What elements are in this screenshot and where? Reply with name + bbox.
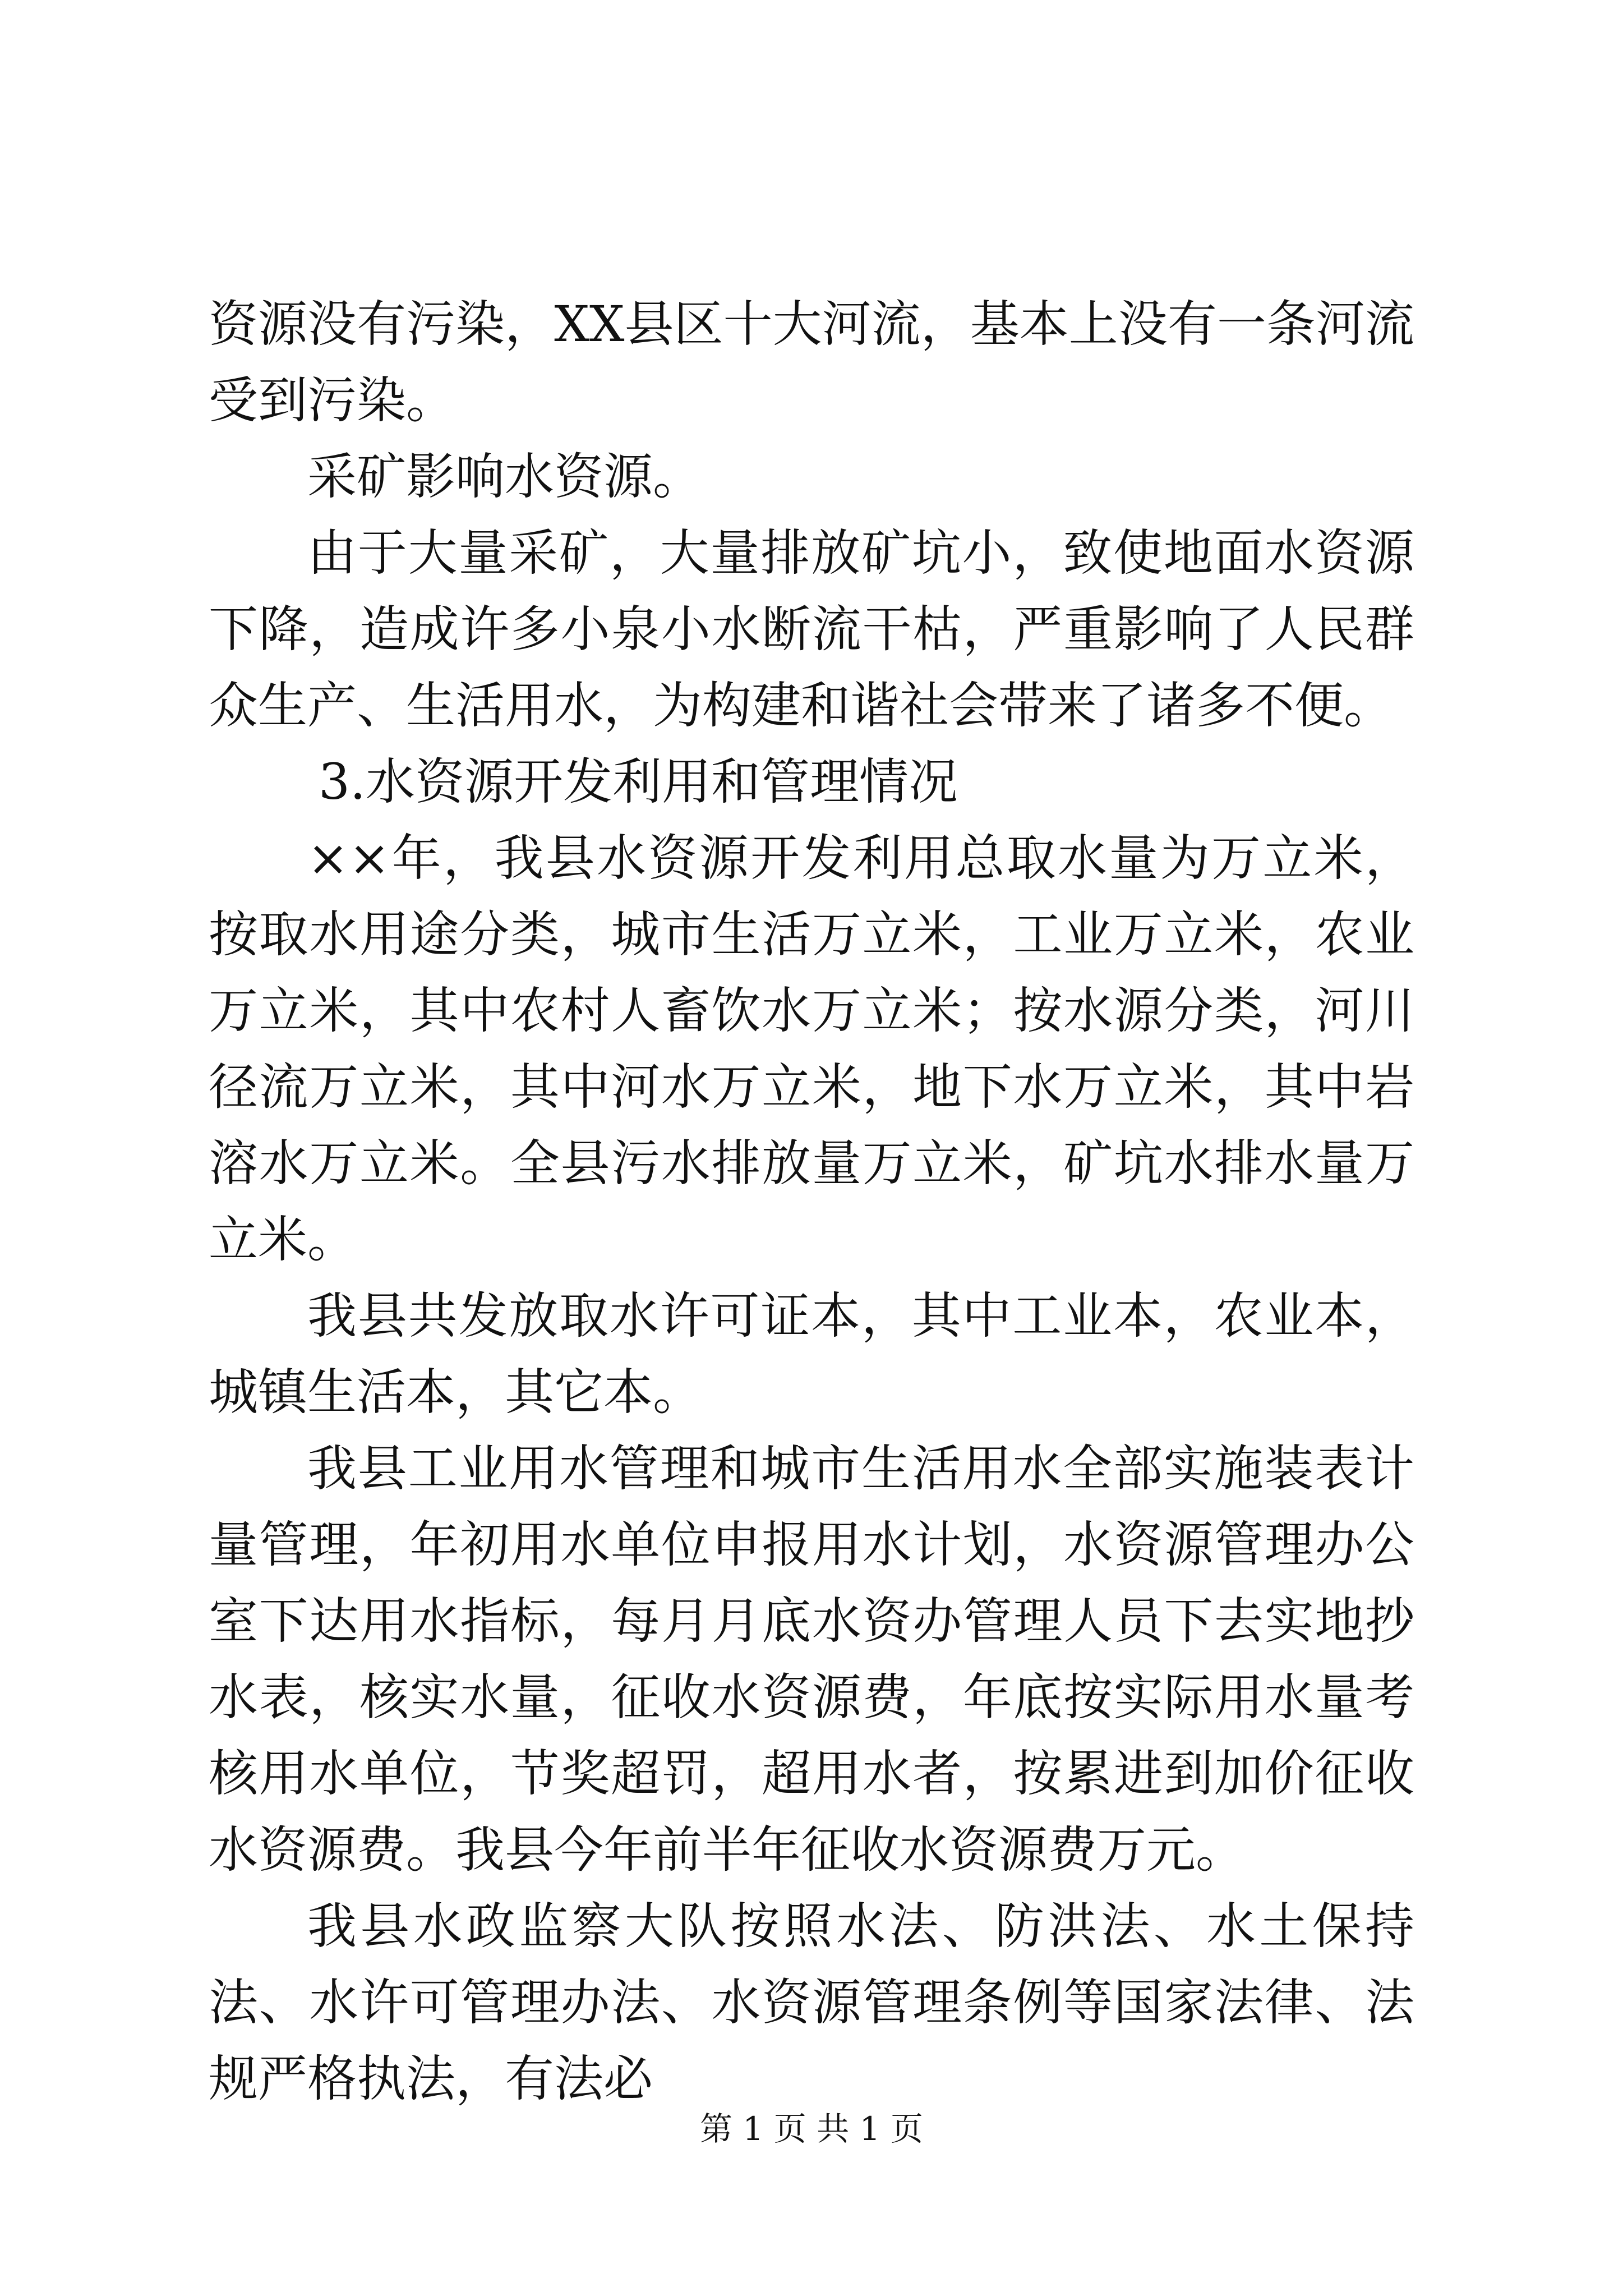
paragraph-water-usage: ××年，我县水资源开发利用总取水量为万立米，按取水用途分类，城市生活万立米，工业万立米，农业万立米，其中农村人畜饮水万立米；按水源分类，河川径流万立米，其中河水万立米，地下水万立米，其中岩溶水万立米。全县污水排放量万立米，矿坑水排水量万立米。 [209, 829, 1414, 1268]
paragraph-metering: 我县工业用水管理和城市生活用水全部实施装表计量管理，年初用水单位申报用水计划，水资源管理办公室下达用水指标，每月月底水资办管理人员下去实地抄水表，核实水量，征收水资源费，年底按实际用水量考核用水单位，节奖超罚，超用水者，按累进到加价征收水资源费。我县今年前半年征收水资源费万元。 [209, 1439, 1414, 1879]
paragraph-mining-impact: 采矿影响水资源。 [307, 448, 703, 505]
paragraph-enforcement: 我县水政监察大队按照水法、防洪法、水土保持法、水许可管理办法、水资源管理条例等国家法律、法规严格执法，有法必 [209, 1897, 1414, 2108]
paragraph-continuation: 资源没有污染，XX县区十大河流，基本上没有一条河流受到污染。 [209, 295, 1414, 429]
document-body [209, 286, 1414, 2117]
paragraph-mining-effects: 由于大量采矿，大量排放矿坑小，致使地面水资源下降，造成许多小泉小水断流干枯，严重影响了人民群众生产、生活用水，为构建和谐社会带来了诸多不便。 [209, 524, 1414, 734]
paragraph-permits: 我县共发放取水许可证本，其中工业本，农业本，城镇生活本，其它本。 [209, 1287, 1414, 1421]
section-heading: 3.水资源开发利用和管理情况 [319, 753, 958, 811]
page-footer: 第 1 页 共 1 页 [700, 2110, 923, 2148]
